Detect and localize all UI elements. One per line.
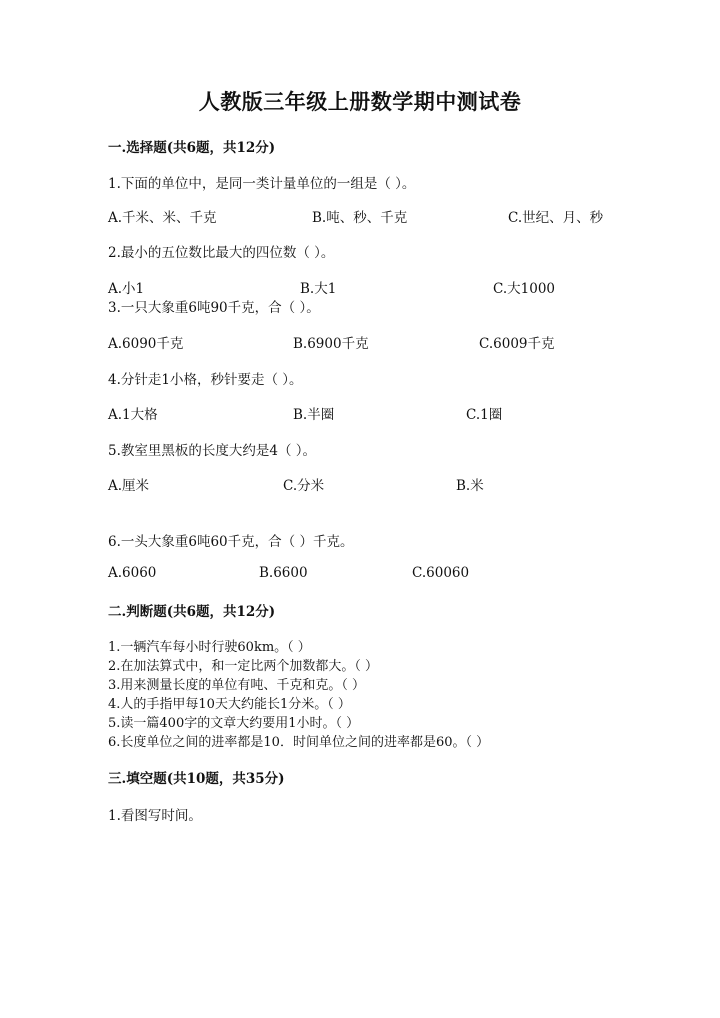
question-stem: 3.一只大象重6吨90千克，合（ ）。 (108, 300, 320, 316)
section-heading-fill: 三.填空题(共10题，共35分) (108, 771, 285, 787)
section-heading-judgment: 二.判断题(共6题，共12分) (108, 604, 276, 620)
question-stem: 2.最小的五位数比最大的四位数（ ）。 (108, 245, 335, 261)
option-b: B.米 (456, 478, 484, 494)
option-c: C.世纪、月、秒 (508, 210, 604, 226)
option-b: B.大1 (300, 281, 337, 297)
option-c: C.60060 (412, 565, 470, 581)
option-c: C.大1000 (493, 281, 555, 297)
option-b: B.6600 (259, 565, 308, 581)
option-b: B.半圈 (293, 407, 335, 423)
page-title: 人教版三年级上册数学期中测试卷 (198, 89, 522, 114)
option-c: C.6009千克 (479, 336, 555, 352)
question-stem: 1.看图写时间。 (108, 808, 202, 824)
option-c: C.分米 (283, 478, 325, 494)
option-b: B.6900千克 (293, 336, 369, 352)
option-a: A.6060 (108, 565, 157, 581)
judgment-item: 5.读一篇400字的文章大约要用1小时。（ ） (108, 716, 360, 731)
option-a: A.厘米 (108, 478, 150, 494)
section-heading-choice: 一.选择题(共6题，共12分) (108, 140, 276, 156)
question-stem: 1.下面的单位中，是同一类计量单位的一组是（ ）。 (108, 176, 416, 192)
judgment-item: 3.用来测量长度的单位有吨、千克和克。（ ） (108, 678, 366, 693)
option-a: A.6090千克 (108, 336, 184, 352)
option-a: A.小1 (108, 281, 145, 297)
judgment-item: 2.在加法算式中，和一定比两个加数都大。（ ） (108, 659, 379, 674)
option-b: B.吨、秒、千克 (312, 210, 408, 226)
judgment-item: 4.人的手指甲每10天大约能长1分米。（ ） (108, 697, 351, 712)
judgment-item: 1.一辆汽车每小时行驶60km。（ ） (108, 640, 311, 655)
question-stem: 6.一头大象重6吨60千克，合（ ）千克。 (108, 534, 354, 550)
option-a: A.1大格 (108, 407, 158, 423)
option-a: A.千米、米、千克 (108, 210, 217, 226)
question-stem: 4.分针走1小格，秒针要走（ ）。 (108, 372, 303, 388)
judgment-item: 6.长度单位之间的进率都是10．时间单位之间的进率都是60。（ ） (108, 735, 490, 750)
option-c: C.1圈 (466, 407, 503, 423)
question-stem: 5.教室里黑板的长度大约是4（ ）。 (108, 443, 317, 459)
